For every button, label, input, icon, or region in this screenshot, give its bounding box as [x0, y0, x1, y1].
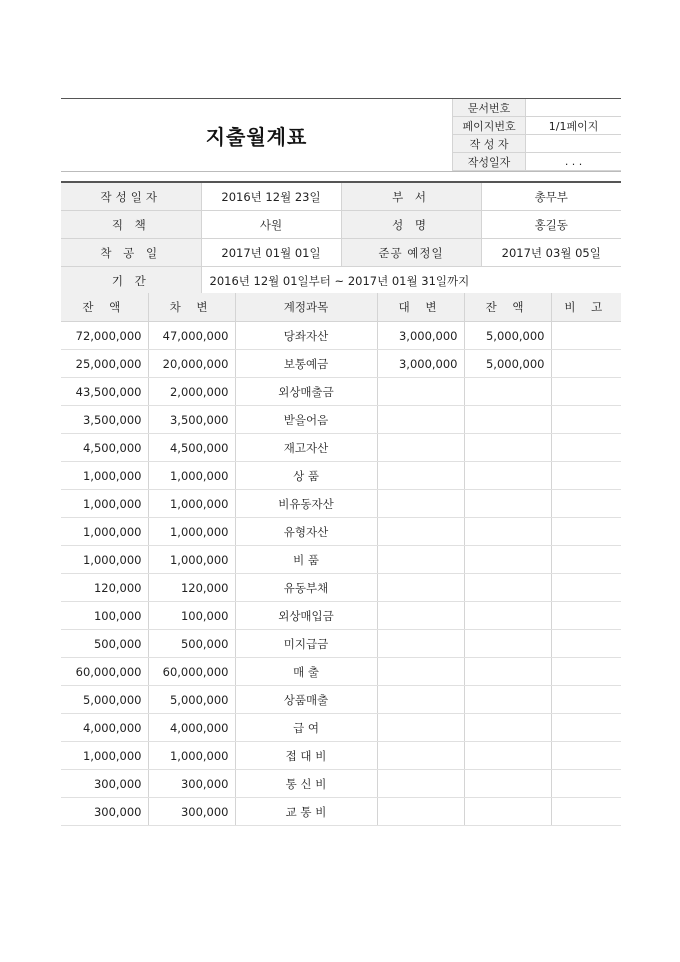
- balance-left-cell: 4,000,000: [61, 714, 148, 742]
- balance-left-cell: 500,000: [61, 630, 148, 658]
- balance-right-cell: [464, 378, 551, 406]
- balance-right-cell: 5,000,000: [464, 350, 551, 378]
- meta-row-date: [453, 153, 622, 171]
- table-row: [61, 518, 621, 546]
- account-cell: 유형자산: [235, 518, 377, 546]
- table-row: [61, 630, 621, 658]
- info-label-end: 준공 예정일: [341, 239, 481, 267]
- account-cell: 미지급금: [235, 630, 377, 658]
- credit-cell: [377, 490, 464, 518]
- ledger-header-row: [61, 293, 621, 322]
- table-row: [61, 546, 621, 574]
- meta-value: [526, 99, 621, 117]
- meta-value: [526, 135, 621, 153]
- credit-cell: [377, 546, 464, 574]
- account-cell: 보통예금: [235, 350, 377, 378]
- table-row: [61, 434, 621, 462]
- note-cell: [551, 770, 621, 798]
- info-value-period: 2016년 12월 01일부터 ~ 2017년 01월 31일까지: [201, 267, 621, 295]
- note-cell: [551, 378, 621, 406]
- credit-cell: [377, 434, 464, 462]
- balance-right-cell: [464, 406, 551, 434]
- balance-right-cell: [464, 518, 551, 546]
- note-cell: [551, 798, 621, 826]
- table-row: [61, 406, 621, 434]
- credit-cell: [377, 462, 464, 490]
- credit-cell: [377, 714, 464, 742]
- debit-cell: 20,000,000: [148, 350, 235, 378]
- info-label-period: 기 간: [61, 267, 201, 295]
- debit-cell: 1,000,000: [148, 742, 235, 770]
- account-cell: 통 신 비: [235, 770, 377, 798]
- col-header-credit: 대 변: [377, 293, 464, 322]
- col-header-debit: 차 변: [148, 293, 235, 322]
- col-header-balance-right: 잔 액: [464, 293, 551, 322]
- balance-left-cell: 72,000,000: [61, 322, 148, 350]
- info-row: [61, 182, 621, 211]
- info-value-position: 사원: [201, 211, 341, 239]
- note-cell: [551, 406, 621, 434]
- balance-left-cell: 120,000: [61, 574, 148, 602]
- account-cell: 외상매출금: [235, 378, 377, 406]
- balance-right-cell: [464, 546, 551, 574]
- debit-cell: 1,000,000: [148, 462, 235, 490]
- table-row: [61, 742, 621, 770]
- debit-cell: 500,000: [148, 630, 235, 658]
- info-table: [61, 181, 621, 295]
- debit-cell: 1,000,000: [148, 546, 235, 574]
- ledger-table: [61, 293, 621, 826]
- account-cell: 받을어음: [235, 406, 377, 434]
- document-meta-table: [452, 99, 621, 171]
- info-label-start: 착 공 일: [61, 239, 201, 267]
- account-cell: 교 통 비: [235, 798, 377, 826]
- credit-cell: [377, 602, 464, 630]
- account-cell: 접 대 비: [235, 742, 377, 770]
- balance-left-cell: 1,000,000: [61, 742, 148, 770]
- table-row: [61, 462, 621, 490]
- note-cell: [551, 546, 621, 574]
- credit-cell: [377, 658, 464, 686]
- balance-right-cell: [464, 658, 551, 686]
- info-label-date: 작성일자: [61, 182, 201, 211]
- balance-right-cell: [464, 770, 551, 798]
- credit-cell: [377, 518, 464, 546]
- note-cell: [551, 350, 621, 378]
- table-row: [61, 686, 621, 714]
- document-header: [61, 98, 621, 172]
- table-row: [61, 714, 621, 742]
- info-label-dept: 부 서: [341, 182, 481, 211]
- note-cell: [551, 602, 621, 630]
- debit-cell: 300,000: [148, 770, 235, 798]
- balance-left-cell: 1,000,000: [61, 518, 148, 546]
- debit-cell: 1,000,000: [148, 490, 235, 518]
- balance-left-cell: 300,000: [61, 798, 148, 826]
- note-cell: [551, 742, 621, 770]
- balance-right-cell: [464, 462, 551, 490]
- table-row: [61, 490, 621, 518]
- debit-cell: 2,000,000: [148, 378, 235, 406]
- info-label-position: 직 책: [61, 211, 201, 239]
- debit-cell: 300,000: [148, 798, 235, 826]
- account-cell: 외상매입금: [235, 602, 377, 630]
- note-cell: [551, 462, 621, 490]
- debit-cell: 47,000,000: [148, 322, 235, 350]
- meta-value: 1/1페이지: [526, 117, 621, 135]
- credit-cell: [377, 378, 464, 406]
- account-cell: 비 품: [235, 546, 377, 574]
- credit-cell: [377, 630, 464, 658]
- info-row: [61, 239, 621, 267]
- table-row: [61, 322, 621, 350]
- credit-cell: [377, 574, 464, 602]
- balance-right-cell: [464, 434, 551, 462]
- table-row: [61, 574, 621, 602]
- account-cell: 유동부채: [235, 574, 377, 602]
- balance-left-cell: 1,000,000: [61, 546, 148, 574]
- info-row: [61, 267, 621, 295]
- col-header-note: 비 고: [551, 293, 621, 322]
- note-cell: [551, 574, 621, 602]
- credit-cell: [377, 686, 464, 714]
- debit-cell: 4,000,000: [148, 714, 235, 742]
- document-title: 지출월계표: [205, 124, 308, 149]
- info-value-date: 2016년 12월 23일: [201, 182, 341, 211]
- balance-left-cell: 43,500,000: [61, 378, 148, 406]
- credit-cell: 3,000,000: [377, 350, 464, 378]
- col-header-balance-left: 잔 액: [61, 293, 148, 322]
- debit-cell: 5,000,000: [148, 686, 235, 714]
- balance-left-cell: 3,500,000: [61, 406, 148, 434]
- balance-right-cell: [464, 714, 551, 742]
- meta-row-page-number: [453, 117, 622, 135]
- balance-left-cell: 60,000,000: [61, 658, 148, 686]
- table-row: [61, 602, 621, 630]
- balance-right-cell: [464, 742, 551, 770]
- meta-label: 페이지번호: [453, 117, 526, 135]
- info-row: [61, 211, 621, 239]
- col-header-account: 계정과목: [235, 293, 377, 322]
- credit-cell: [377, 798, 464, 826]
- balance-right-cell: [464, 490, 551, 518]
- note-cell: [551, 686, 621, 714]
- balance-left-cell: 1,000,000: [61, 490, 148, 518]
- table-row: [61, 378, 621, 406]
- info-value-dept: 총무부: [481, 182, 621, 211]
- note-cell: [551, 322, 621, 350]
- balance-left-cell: 25,000,000: [61, 350, 148, 378]
- balance-left-cell: 100,000: [61, 602, 148, 630]
- debit-cell: 60,000,000: [148, 658, 235, 686]
- note-cell: [551, 658, 621, 686]
- meta-row-doc-number: [453, 99, 622, 117]
- account-cell: 비유동자산: [235, 490, 377, 518]
- table-row: [61, 350, 621, 378]
- info-label-name: 성 명: [341, 211, 481, 239]
- meta-label: 문서번호: [453, 99, 526, 117]
- credit-cell: [377, 406, 464, 434]
- balance-left-cell: 300,000: [61, 770, 148, 798]
- balance-right-cell: [464, 686, 551, 714]
- note-cell: [551, 490, 621, 518]
- info-value-name: 홍길동: [481, 211, 621, 239]
- balance-right-cell: 5,000,000: [464, 322, 551, 350]
- account-cell: 상 품: [235, 462, 377, 490]
- table-row: [61, 798, 621, 826]
- debit-cell: 1,000,000: [148, 518, 235, 546]
- info-value-end: 2017년 03월 05일: [481, 239, 621, 267]
- meta-label: 작 성 자: [453, 135, 526, 153]
- info-value-start: 2017년 01월 01일: [201, 239, 341, 267]
- credit-cell: [377, 742, 464, 770]
- balance-right-cell: [464, 574, 551, 602]
- account-cell: 매 출: [235, 658, 377, 686]
- table-row: [61, 770, 621, 798]
- balance-right-cell: [464, 630, 551, 658]
- debit-cell: 4,500,000: [148, 434, 235, 462]
- meta-label: 작성일자: [453, 153, 526, 171]
- ledger-body: [61, 322, 621, 826]
- note-cell: [551, 434, 621, 462]
- meta-value: . . .: [526, 153, 621, 171]
- note-cell: [551, 630, 621, 658]
- table-row: [61, 658, 621, 686]
- account-cell: 당좌자산: [235, 322, 377, 350]
- credit-cell: 3,000,000: [377, 322, 464, 350]
- account-cell: 상품매출: [235, 686, 377, 714]
- meta-row-author: [453, 135, 622, 153]
- balance-right-cell: [464, 602, 551, 630]
- account-cell: 급 여: [235, 714, 377, 742]
- credit-cell: [377, 770, 464, 798]
- note-cell: [551, 714, 621, 742]
- balance-left-cell: 1,000,000: [61, 462, 148, 490]
- account-cell: 재고자산: [235, 434, 377, 462]
- balance-left-cell: 4,500,000: [61, 434, 148, 462]
- debit-cell: 3,500,000: [148, 406, 235, 434]
- debit-cell: 120,000: [148, 574, 235, 602]
- balance-right-cell: [464, 798, 551, 826]
- balance-left-cell: 5,000,000: [61, 686, 148, 714]
- debit-cell: 100,000: [148, 602, 235, 630]
- note-cell: [551, 518, 621, 546]
